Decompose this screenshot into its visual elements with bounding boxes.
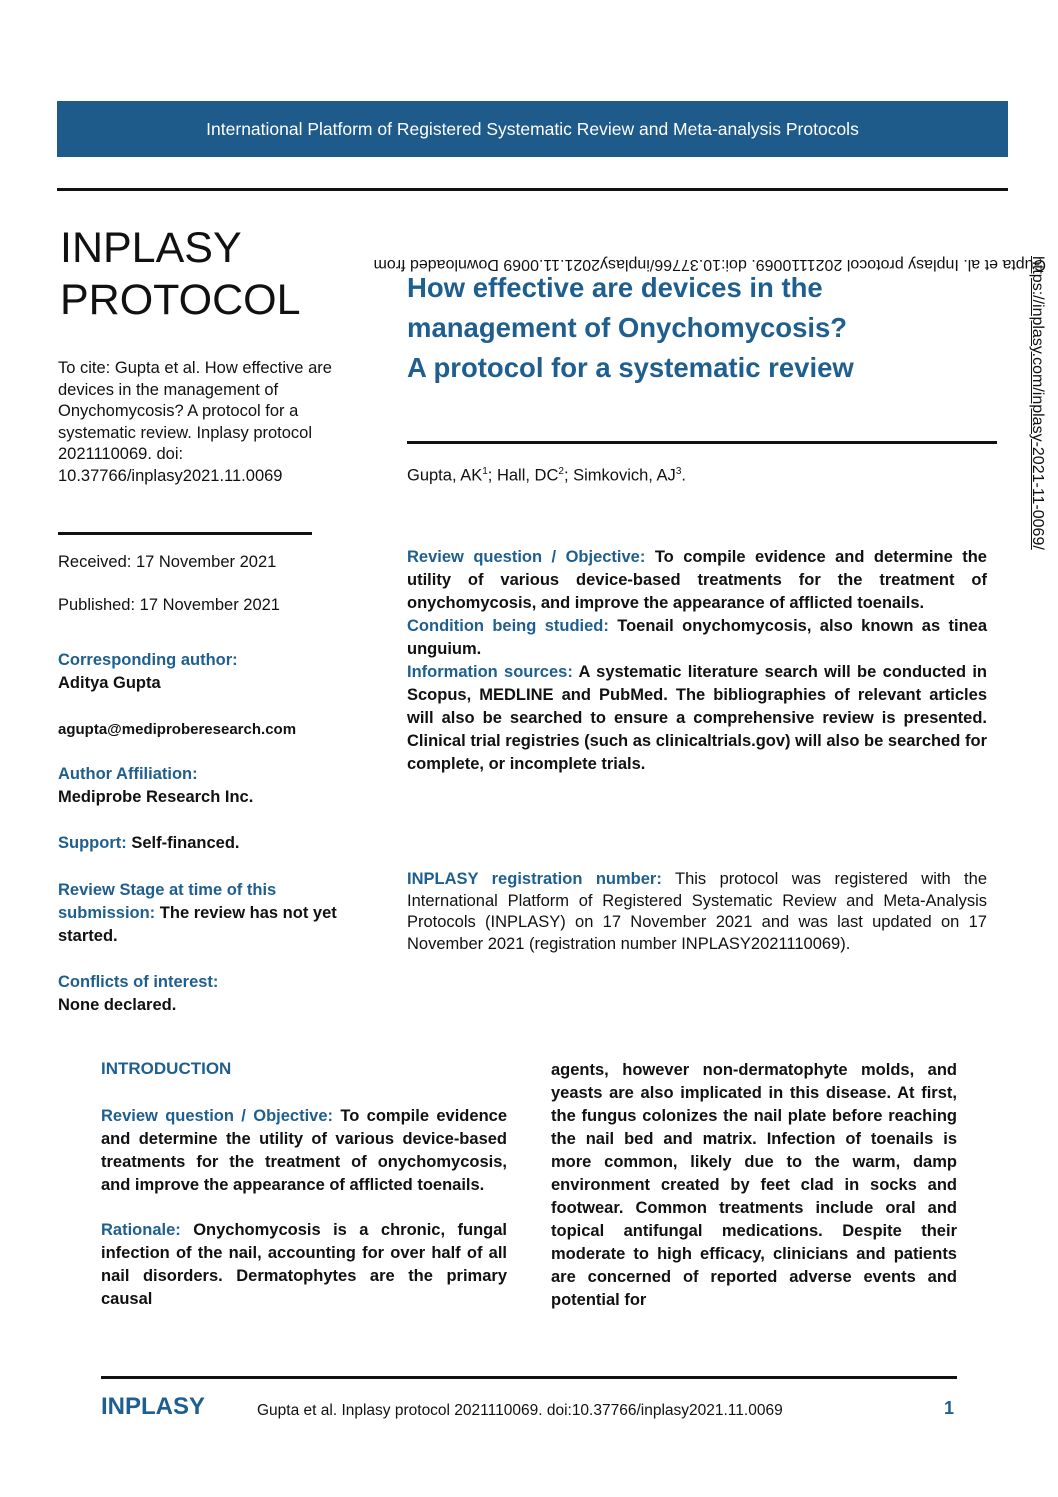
stage-value: The review has not yet started. bbox=[58, 904, 337, 945]
intro-rationale bbox=[101, 1219, 507, 1311]
affiliation-value: Mediprobe Research Inc. bbox=[58, 788, 254, 806]
author-3: ; Simkovich, AJ bbox=[563, 466, 676, 485]
footer-citation: Gupta et al. Inplasy protocol 2021110069. doi:10.37766/inplasy2021.11.0069 bbox=[257, 1402, 783, 1419]
top-rule bbox=[57, 188, 1008, 191]
intro-column-2 bbox=[551, 1059, 957, 1312]
intro-rationale-text: Onychomycosis is a chronic, fungal infection of the nail, accounting for over half of all nail disorders. Dermatophytes are the primary causal bbox=[101, 1221, 507, 1308]
conflicts-value: None declared. bbox=[58, 996, 177, 1014]
support-label: Support: bbox=[58, 834, 127, 852]
review-stage bbox=[58, 879, 338, 948]
title-line-3: A protocol for a systematic review bbox=[407, 352, 854, 383]
download-link[interactable]: https://inplasy.com/inplasy-2021-11-0069/ bbox=[1029, 256, 1046, 550]
footer-brand: INPLASY bbox=[101, 1393, 206, 1420]
intro-column-1 bbox=[101, 1105, 507, 1311]
authors bbox=[407, 466, 686, 486]
corresponding-label: Corresponding author: bbox=[58, 651, 238, 669]
abstract-review bbox=[407, 546, 987, 615]
author-2: ; Hall, DC bbox=[487, 466, 559, 485]
affiliation-label: Author Affiliation: bbox=[58, 765, 198, 783]
abstract-condition-label: Condition being studied: bbox=[407, 617, 609, 635]
header-banner bbox=[57, 101, 1008, 157]
abstract-review-label: Review question / Objective: bbox=[407, 548, 646, 566]
brand-line-1: INPLASY bbox=[60, 224, 242, 272]
author-3-sup: 3 bbox=[675, 466, 682, 477]
brand-line-2: PROTOCOL bbox=[60, 276, 301, 324]
citation: To cite: Gupta et al. How effective are devices in the management of Onychomycosis? A protocol for a systematic review. Inplasy protocol 2021110069. doi: 10.37766/inplasy2021.11.0069 bbox=[58, 359, 332, 485]
page-number: 1 bbox=[944, 1398, 955, 1418]
protocol-brand bbox=[60, 222, 301, 326]
received-date: Received: 17 November 2021 bbox=[58, 553, 277, 571]
footer-rule bbox=[101, 1376, 957, 1379]
stage-label: Review Stage at time of this submission: bbox=[58, 881, 277, 922]
conflicts bbox=[58, 971, 338, 1017]
intro-rationale-label: Rationale: bbox=[101, 1221, 181, 1239]
intro-review-text: To compile evidence and determine the utility of various device-based treatments for the treatment of onychomycosis, and improve the appearance of afflicted toenails. bbox=[101, 1107, 507, 1194]
title-rule bbox=[407, 441, 997, 444]
registration-label: INPLASY registration number: bbox=[407, 870, 662, 888]
author-1-sup: 1 bbox=[482, 466, 488, 477]
intro-review bbox=[101, 1105, 507, 1197]
banner-text: International Platform of Registered Systematic Review and Meta-analysis Protocols bbox=[206, 118, 859, 139]
conflicts-label: Conflicts of interest: bbox=[58, 973, 219, 991]
author-2-sup: 2 bbox=[558, 466, 564, 477]
author-affiliation bbox=[58, 763, 338, 809]
corresponding-name: Aditya Gupta bbox=[58, 674, 161, 692]
page-title bbox=[407, 268, 967, 388]
title-line-2: management of Onychomycosis? bbox=[407, 312, 848, 343]
support bbox=[58, 832, 338, 855]
abstract-sources-label: Information sources: bbox=[407, 663, 573, 681]
intro-review-label: Review question / Objective: bbox=[101, 1107, 334, 1125]
intro-col2-text: agents, however non-dermatophyte molds, and yeasts are also implicated in this disease. At first, the fungus colonizes the nail plate before reaching the nail bed and matrix. Infection of toenails is more common, likely due to the warm, damp environment created by feet clad in socks and footwear. Common treatments include oral and topical antifungal medications. Despite their moderate to high efficacy, clinicians and patients are concerned of reported adverse events and potential for bbox=[551, 1061, 957, 1309]
registration bbox=[407, 869, 987, 955]
author-email[interactable]: agupta@mediproberesearch.com bbox=[58, 721, 297, 738]
abstract-sources-text: A systematic literature search will be conducted in Scopus, MEDLINE and PubMed. The bibliographies of relevant articles will also be searched to ensure a comprehensive review is presented. Clinical trial registries (such as clinicaltrials.gov) will also be searched for complete, or incomplete trials. bbox=[407, 663, 987, 773]
abstract-sources bbox=[407, 661, 987, 776]
author-1: Gupta, AK bbox=[407, 466, 483, 485]
published-date: Published: 17 November 2021 bbox=[58, 596, 280, 614]
registration-text: This protocol was registered with the International Platform of Registered Systematic Review and Meta-Analysis Protocols (INPLASY) on 17 November 2021 and was last updated on 17 November 2021 (registration number INPLASY2021110069). bbox=[407, 870, 987, 953]
abstract-condition bbox=[407, 615, 987, 661]
support-value: Self-financed. bbox=[131, 834, 240, 852]
abstract-condition-text: Toenail onychomycosis, also known as tinea unguium. bbox=[407, 617, 987, 658]
abstract-review-text: To compile evidence and determine the utility of various device-based treatments for the treatment of onychomycosis, and improve the appearance of afflicted toenails. bbox=[407, 548, 987, 612]
authors-end: . bbox=[681, 466, 686, 485]
title-line-1: How effective are devices in the bbox=[407, 272, 823, 303]
corresponding-author bbox=[58, 649, 338, 695]
introduction-heading: INTRODUCTION bbox=[101, 1059, 232, 1078]
vertical-citation: Gupta et al. Inplasy protocol 2021110069. doi:10.37766/inplasy2021.11.0069 Downloaded from bbox=[373, 256, 1046, 273]
abstract bbox=[407, 546, 987, 776]
left-rule bbox=[58, 532, 312, 535]
